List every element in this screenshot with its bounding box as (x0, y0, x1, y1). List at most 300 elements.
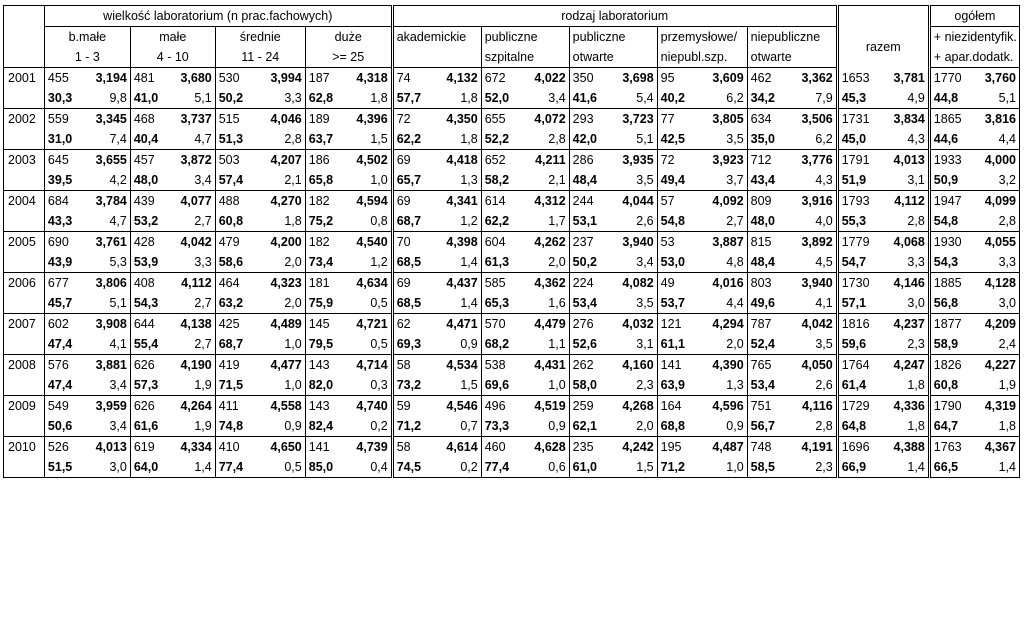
count-cell: 604 (481, 232, 522, 253)
col-male-label2: 4 - 10 (130, 47, 215, 68)
share-cell: 1,9 (168, 375, 215, 396)
count-cell: 1764 (837, 355, 878, 376)
count-cell: 187 (305, 68, 343, 89)
mean-cell: 4,068 (893, 235, 925, 249)
year-cell: 2001 (4, 68, 45, 89)
share-cell: 3,2 (970, 170, 1019, 191)
mean-cell: 4,367 (970, 437, 1019, 458)
share-cell: 3,0 (970, 293, 1019, 314)
table-row (4, 232, 1020, 253)
year-cell: 2007 (4, 314, 45, 335)
count-cell: 195 (657, 437, 698, 458)
year-cell: 2004 (4, 191, 45, 212)
count-cell: 286 (569, 150, 610, 171)
count-cell: 410 (215, 437, 253, 458)
percent-cell: 77,4 (215, 457, 253, 478)
count-cell: 69 (392, 191, 433, 212)
percent-cell: 59,6 (837, 334, 878, 355)
count-cell: 237 (569, 232, 610, 253)
share-cell: 2,7 (168, 293, 215, 314)
group-size-header: wielkość laboratorium (n prac.fachowych) (44, 6, 392, 27)
mean-cell: 3,698 (622, 71, 654, 85)
percent-cell: 82,0 (305, 375, 343, 396)
table-row (4, 109, 1020, 130)
percent-cell: 60,8 (929, 375, 970, 396)
percent-cell: 41,6 (569, 88, 610, 109)
share-cell: 1,4 (168, 457, 215, 478)
mean-cell: 3,908 (95, 317, 127, 331)
mean-cell: 4,519 (534, 399, 566, 413)
mean-cell: 4,247 (893, 358, 925, 372)
col-male-label1: małe (130, 27, 215, 48)
count-cell: 645 (47, 153, 69, 167)
count-cell: 1793 (837, 191, 878, 212)
mean-cell: 4,077 (180, 194, 212, 208)
count-cell: 181 (305, 273, 343, 294)
share-cell: 4,3 (878, 129, 929, 150)
share-cell: 1,0 (253, 375, 305, 396)
table-row (4, 191, 1020, 212)
percent-cell: 74,8 (215, 416, 253, 437)
count-cell: 462 (747, 68, 788, 89)
mean-cell: 4,739 (356, 440, 388, 454)
count-cell: 626 (130, 355, 168, 376)
mean-cell: 3,892 (801, 235, 833, 249)
mean-cell: 4,092 (712, 194, 744, 208)
count-cell: 69 (392, 150, 433, 171)
share-cell: 2,1 (522, 170, 569, 191)
percent-cell: 43,3 (44, 211, 82, 232)
mean-cell: 4,072 (534, 112, 566, 126)
percent-cell: 55,4 (130, 334, 168, 355)
corner-cell (4, 6, 45, 27)
lab-statistics-table (3, 5, 1020, 478)
table-row (4, 273, 1020, 294)
mean-cell: 3,737 (180, 112, 212, 126)
mean-cell: 4,268 (622, 399, 654, 413)
count-cell: 1731 (837, 109, 878, 130)
share-cell: 2,6 (788, 375, 837, 396)
percent-cell: 53,7 (657, 293, 698, 314)
count-cell: 626 (130, 396, 168, 417)
count-cell: 72 (657, 150, 698, 171)
percent-cell: 55,3 (837, 211, 878, 232)
mean-cell: 3,935 (622, 153, 654, 167)
count-cell: 602 (47, 317, 69, 331)
percent-cell: 56,7 (747, 416, 788, 437)
share-cell: 3,5 (610, 170, 657, 191)
year-cell: 2002 (4, 109, 45, 130)
count-cell: 634 (747, 109, 788, 130)
count-cell: 690 (47, 235, 69, 249)
percent-cell: 43,4 (747, 170, 788, 191)
mean-cell: 4,477 (270, 358, 302, 372)
col-pubszp-label2: szpitalne (481, 47, 569, 68)
mean-cell: 4,227 (970, 355, 1019, 376)
count-cell: 262 (569, 355, 610, 376)
share-cell: 1,2 (343, 252, 392, 273)
mean-cell: 4,294 (712, 317, 744, 331)
percent-cell: 54,7 (837, 252, 878, 273)
mean-cell: 4,489 (270, 317, 302, 331)
count-cell: 809 (747, 191, 788, 212)
percent-cell: 51,9 (837, 170, 878, 191)
share-cell: 6,2 (788, 129, 837, 150)
count-cell: 1877 (929, 314, 970, 335)
percent-cell: 58,2 (481, 170, 522, 191)
col-niepubl-label2: otwarte (747, 47, 837, 68)
mean-cell: 4,502 (356, 153, 388, 167)
percent-cell: 48,4 (747, 252, 788, 273)
count-cell: 72 (392, 109, 433, 130)
mean-cell: 4,082 (622, 276, 654, 290)
col-srednie-label1: średnie (215, 27, 305, 48)
percent-cell: 57,7 (392, 88, 433, 109)
mean-cell: 4,594 (356, 194, 388, 208)
mean-cell: 4,207 (270, 153, 302, 167)
percent-cell: 54,8 (657, 211, 698, 232)
count-cell: 751 (747, 396, 788, 417)
percent-cell: 50,2 (215, 88, 253, 109)
percent-cell: 71,2 (392, 416, 433, 437)
percent-cell: 48,4 (569, 170, 610, 191)
share-cell: 1,5 (610, 457, 657, 478)
share-cell: 1,8 (343, 88, 392, 109)
share-cell: 1,8 (970, 416, 1019, 437)
count-cell: 235 (569, 437, 610, 458)
count-cell: 672 (481, 68, 522, 89)
mean-cell: 4,418 (446, 153, 478, 167)
count-cell: 1770 (929, 68, 970, 89)
mean-cell: 4,721 (356, 317, 388, 331)
percent-cell: 75,2 (305, 211, 343, 232)
percent-cell: 52,0 (481, 88, 522, 109)
count-cell: 570 (481, 314, 522, 335)
count-cell: 481 (130, 68, 168, 89)
col-pubotw-label1: publiczne (569, 27, 657, 48)
share-cell: 5,1 (970, 88, 1019, 109)
share-cell: 3,4 (522, 88, 569, 109)
count-cell: 748 (747, 437, 788, 458)
count-cell: 538 (481, 355, 522, 376)
share-cell: 3,3 (253, 88, 305, 109)
count-cell: 468 (130, 109, 168, 130)
percent-cell: 50,2 (569, 252, 610, 273)
percent-cell: 48,0 (130, 170, 168, 191)
share-cell: 7,9 (788, 88, 837, 109)
mean-cell: 4,013 (893, 153, 925, 167)
percent-cell: 44,8 (929, 88, 970, 109)
count-cell: 189 (305, 109, 343, 130)
count-cell: 655 (481, 109, 522, 130)
table-row (4, 355, 1020, 376)
group-type-header: rodzaj laboratorium (392, 6, 837, 27)
share-cell: 4,4 (698, 293, 747, 314)
count-cell: 1947 (929, 191, 970, 212)
share-cell: 1,8 (433, 88, 481, 109)
share-cell: 1,2 (433, 211, 481, 232)
count-cell: 559 (47, 112, 69, 126)
percent-cell: 53,1 (569, 211, 610, 232)
count-cell: 1791 (837, 150, 878, 171)
percent-cell: 49,6 (747, 293, 788, 314)
percent-cell: 56,8 (929, 293, 970, 314)
mean-cell: 3,806 (95, 276, 127, 290)
count-cell: 455 (47, 71, 69, 85)
share-cell: 2,0 (522, 252, 569, 273)
share-cell: 1,4 (433, 252, 481, 273)
table-row (4, 68, 1020, 89)
count-cell: 259 (569, 396, 610, 417)
mean-cell: 3,781 (893, 70, 925, 85)
count-cell: 182 (305, 191, 343, 212)
mean-cell: 4,341 (446, 194, 478, 208)
share-cell: 3,1 (878, 170, 929, 191)
col-bmale-label1: b.małe (68, 30, 107, 44)
table-row-secondary (4, 375, 1020, 396)
count-cell: 503 (215, 150, 253, 171)
mean-cell: 4,390 (712, 358, 744, 372)
share-cell: 1,8 (878, 416, 929, 437)
mean-cell: 3,959 (95, 399, 127, 413)
mean-cell: 3,761 (95, 235, 127, 249)
share-cell: 4,2 (82, 170, 130, 191)
table-row-secondary (4, 88, 1020, 109)
mean-cell: 3,881 (95, 358, 127, 372)
share-cell: 1,4 (433, 293, 481, 314)
percent-cell: 40,2 (657, 88, 698, 109)
table-row-secondary (4, 334, 1020, 355)
count-cell: 460 (481, 437, 522, 458)
count-cell: 1779 (837, 232, 878, 253)
share-cell: 4,1 (788, 293, 837, 314)
col-akademickie-label1: akademickie (392, 27, 481, 48)
percent-cell: 47,4 (44, 334, 82, 355)
mean-cell: 4,437 (446, 276, 478, 290)
mean-cell: 4,396 (356, 112, 388, 126)
percent-cell: 61,3 (481, 252, 522, 273)
percent-cell: 58,6 (215, 252, 253, 273)
count-cell: 576 (47, 358, 69, 372)
percent-cell: 53,0 (657, 252, 698, 273)
col-niepubl-label1: niepubliczne (747, 27, 837, 48)
mean-cell: 3,776 (801, 153, 833, 167)
mean-cell: 3,723 (622, 112, 654, 126)
percent-cell: 62,2 (481, 211, 522, 232)
count-cell: 1763 (929, 437, 970, 458)
percent-cell: 85,0 (305, 457, 343, 478)
count-cell: 141 (305, 437, 343, 458)
mean-cell: 4,160 (622, 358, 654, 372)
share-cell: 1,1 (522, 334, 569, 355)
mean-cell: 4,350 (446, 112, 478, 126)
count-cell: 428 (130, 232, 168, 253)
percent-cell: 40,4 (130, 129, 168, 150)
percent-cell: 69,3 (392, 334, 433, 355)
count-cell: 439 (130, 191, 168, 212)
count-cell: 143 (305, 396, 343, 417)
col-pubszp-label1: publiczne (481, 27, 569, 48)
percent-cell: 63,7 (305, 129, 343, 150)
percent-cell: 64,8 (837, 416, 878, 437)
percent-cell: 57,3 (130, 375, 168, 396)
share-cell: 3,1 (610, 334, 657, 355)
count-cell: 787 (747, 314, 788, 335)
share-cell: 1,7 (522, 211, 569, 232)
mean-cell: 4,013 (95, 440, 127, 454)
share-cell: 5,1 (82, 293, 130, 314)
share-cell: 0,9 (253, 416, 305, 437)
share-cell: 0,2 (343, 416, 392, 437)
percent-cell: 45,7 (44, 293, 82, 314)
col-akademickie-label2 (392, 47, 481, 68)
percent-cell: 65,3 (481, 293, 522, 314)
percent-cell: 51,5 (44, 457, 82, 478)
mean-cell: 4,050 (801, 358, 833, 372)
percent-cell: 35,0 (747, 129, 788, 150)
mean-cell: 4,209 (970, 314, 1019, 335)
mean-cell: 4,487 (712, 440, 744, 454)
percent-cell: 66,9 (837, 457, 878, 478)
mean-cell: 3,887 (712, 235, 744, 249)
percent-cell: 73,4 (305, 252, 343, 273)
percent-cell: 61,4 (837, 375, 878, 396)
col-duze-label1: duże (305, 27, 392, 48)
share-cell: 1,3 (433, 170, 481, 191)
mean-cell: 4,614 (446, 440, 478, 454)
count-cell: 1816 (837, 314, 878, 335)
count-cell: 411 (215, 396, 253, 417)
mean-cell: 4,237 (893, 317, 925, 331)
mean-cell: 4,270 (270, 194, 302, 208)
share-cell: 1,9 (970, 375, 1019, 396)
percent-cell: 53,2 (130, 211, 168, 232)
share-cell: 3,3 (168, 252, 215, 273)
mean-cell: 4,190 (180, 358, 212, 372)
percent-cell: 54,8 (929, 211, 970, 232)
share-cell: 3,4 (82, 375, 130, 396)
mean-cell: 4,138 (180, 317, 212, 331)
count-cell: 1885 (929, 273, 970, 294)
mean-cell: 4,312 (534, 194, 566, 208)
mean-cell: 4,398 (446, 235, 478, 249)
count-cell: 619 (130, 437, 168, 458)
mean-cell: 4,264 (180, 399, 212, 413)
mean-cell: 3,940 (622, 235, 654, 249)
col-przem-label1: przemysłowe/ (657, 27, 747, 48)
count-cell: 515 (215, 109, 253, 130)
count-cell: 69 (392, 273, 433, 294)
count-cell: 408 (130, 273, 168, 294)
count-cell: 549 (47, 399, 69, 413)
mean-cell: 3,805 (712, 112, 744, 126)
mean-cell: 3,872 (180, 153, 212, 167)
percent-cell: 47,4 (44, 375, 82, 396)
count-cell: 58 (392, 355, 433, 376)
mean-cell: 4,318 (356, 71, 388, 85)
count-cell: 419 (215, 355, 253, 376)
mean-cell: 4,128 (970, 273, 1019, 294)
count-cell: 1826 (929, 355, 970, 376)
percent-cell: 62,2 (392, 129, 433, 150)
count-cell: 1653 (837, 68, 878, 89)
share-cell: 4,4 (970, 129, 1019, 150)
percent-cell: 52,4 (747, 334, 788, 355)
mean-cell: 3,816 (970, 109, 1019, 130)
mean-cell: 4,323 (270, 276, 302, 290)
share-cell: 0,6 (522, 457, 569, 478)
percent-cell: 75,9 (305, 293, 343, 314)
count-cell: 293 (569, 109, 610, 130)
percent-cell: 30,3 (44, 88, 82, 109)
mean-cell: 4,362 (534, 276, 566, 290)
mean-cell: 3,655 (95, 153, 127, 167)
mean-cell: 4,146 (893, 276, 925, 290)
mean-cell: 3,784 (95, 194, 127, 208)
mean-cell: 4,336 (893, 399, 925, 413)
percent-cell: 48,0 (747, 211, 788, 232)
percent-cell: 54,3 (130, 293, 168, 314)
share-cell: 2,8 (970, 211, 1019, 232)
count-cell: 684 (47, 194, 69, 208)
percent-cell: 61,6 (130, 416, 168, 437)
share-cell: 0,7 (433, 416, 481, 437)
mean-cell: 3,362 (801, 71, 833, 85)
col-srednie-label2: 11 - 24 (215, 47, 305, 68)
col-duze-label2: >= 25 (305, 47, 392, 68)
mean-cell: 4,319 (970, 396, 1019, 417)
year-cell: 2009 (4, 396, 45, 417)
share-cell: 0,9 (522, 416, 569, 437)
col-przem-label2: niepubl.szp. (657, 47, 747, 68)
percent-cell: 68,8 (657, 416, 698, 437)
count-cell: 244 (569, 191, 610, 212)
percent-cell: 66,5 (929, 457, 970, 478)
mean-cell: 4,740 (356, 399, 388, 413)
mean-cell: 4,558 (270, 399, 302, 413)
mean-cell: 4,634 (356, 276, 388, 290)
share-cell: 0,9 (433, 334, 481, 355)
percent-cell: 64,7 (929, 416, 970, 437)
count-cell: 70 (392, 232, 433, 253)
mean-cell: 4,132 (446, 71, 478, 85)
percent-cell: 58,5 (747, 457, 788, 478)
percent-cell: 52,6 (569, 334, 610, 355)
percent-cell: 34,2 (747, 88, 788, 109)
year-cell: 2008 (4, 355, 45, 376)
mean-cell: 4,471 (446, 317, 478, 331)
percent-cell: 71,2 (657, 457, 698, 478)
year-cell: 2005 (4, 232, 45, 253)
share-cell: 2,7 (168, 334, 215, 355)
count-cell: 1729 (837, 396, 878, 417)
share-cell: 2,8 (522, 129, 569, 150)
table-row-secondary (4, 252, 1020, 273)
share-cell: 1,4 (970, 457, 1019, 478)
mean-cell: 4,032 (622, 317, 654, 331)
count-cell: 74 (392, 68, 433, 89)
count-cell: 530 (215, 68, 253, 89)
count-cell: 479 (215, 232, 253, 253)
share-cell: 0,5 (253, 457, 305, 478)
percent-cell: 69,6 (481, 375, 522, 396)
percent-cell: 64,0 (130, 457, 168, 478)
mean-cell: 4,714 (356, 358, 388, 372)
count-cell: 652 (481, 150, 522, 171)
share-cell: 4,1 (82, 334, 130, 355)
count-cell: 677 (47, 276, 69, 290)
table-row (4, 314, 1020, 335)
